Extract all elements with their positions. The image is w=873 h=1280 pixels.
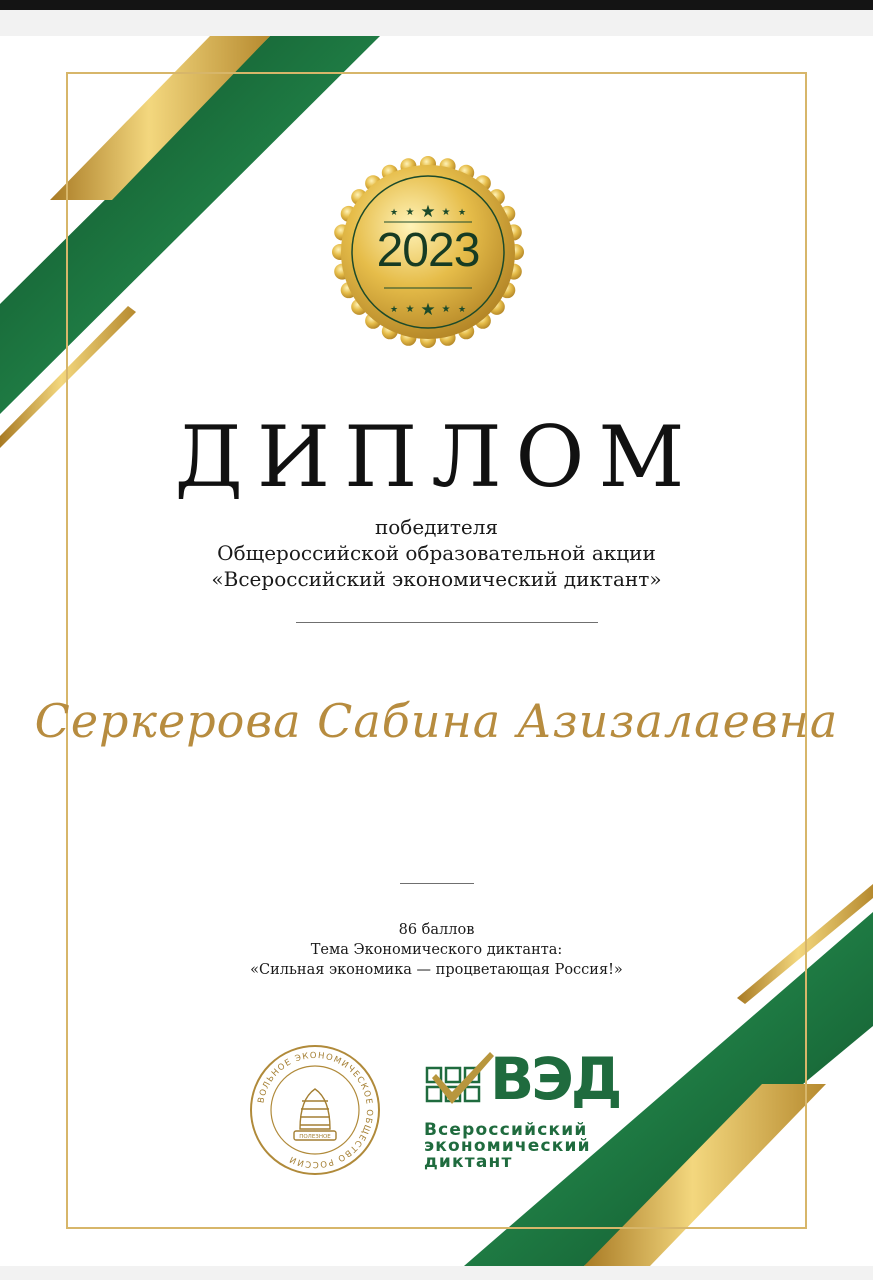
subtitle-line-1: победителя	[374, 515, 499, 539]
recipient-name: Серкерова Сабина Азизалаевна	[34, 694, 839, 748]
svg-text:★: ★	[441, 207, 451, 218]
diploma-sheet	[0, 36, 873, 1266]
diploma-title: ДИПЛОМ	[174, 408, 699, 506]
subtitle-line-3: «Всероссийский экономический диктант»	[211, 567, 662, 591]
top-status-bar	[0, 0, 873, 10]
svg-text:★: ★	[405, 304, 415, 315]
seal-year: 2023	[376, 224, 480, 277]
voe-logo-icon	[248, 1043, 382, 1177]
svg-text:★: ★	[457, 305, 467, 315]
ved-caption	[424, 1122, 644, 1170]
score-text: 86 баллов	[398, 922, 475, 938]
svg-text:★: ★	[405, 207, 415, 218]
divider-bottom	[400, 883, 474, 884]
theme-label: Тема Экономического диктанта:	[310, 942, 563, 958]
svg-text:★: ★	[441, 304, 451, 315]
theme-text: «Сильная экономика — процветающая Россия!»	[250, 962, 623, 978]
ved-line-1: Всероссийский	[424, 1120, 588, 1140]
svg-text:★: ★	[420, 300, 436, 320]
svg-text:★: ★	[457, 208, 467, 218]
voe-ring-text: ВОЛЬНОЕ ЭКОНОМИЧЕСКОЕ ОБЩЕСТВО РОССИИ	[256, 1050, 375, 1170]
divider-top	[296, 622, 598, 623]
svg-text:★: ★	[389, 208, 399, 218]
svg-text:★: ★	[389, 305, 399, 315]
ved-line-3: диктант	[424, 1152, 513, 1172]
ved-line-2: экономический	[424, 1136, 591, 1156]
subtitle-line-2: Общероссийской образовательной акции	[217, 541, 656, 565]
ved-abbr: ВЭД	[490, 1045, 620, 1113]
voe-ribbon-text: ПОЛЕЗНОЕ	[299, 1134, 331, 1140]
svg-text:ВОЛЬНОЕ ЭКОНОМИЧЕСКОЕ ОБЩЕСТВО	[256, 1051, 374, 1169]
svg-text:★: ★	[420, 202, 436, 222]
